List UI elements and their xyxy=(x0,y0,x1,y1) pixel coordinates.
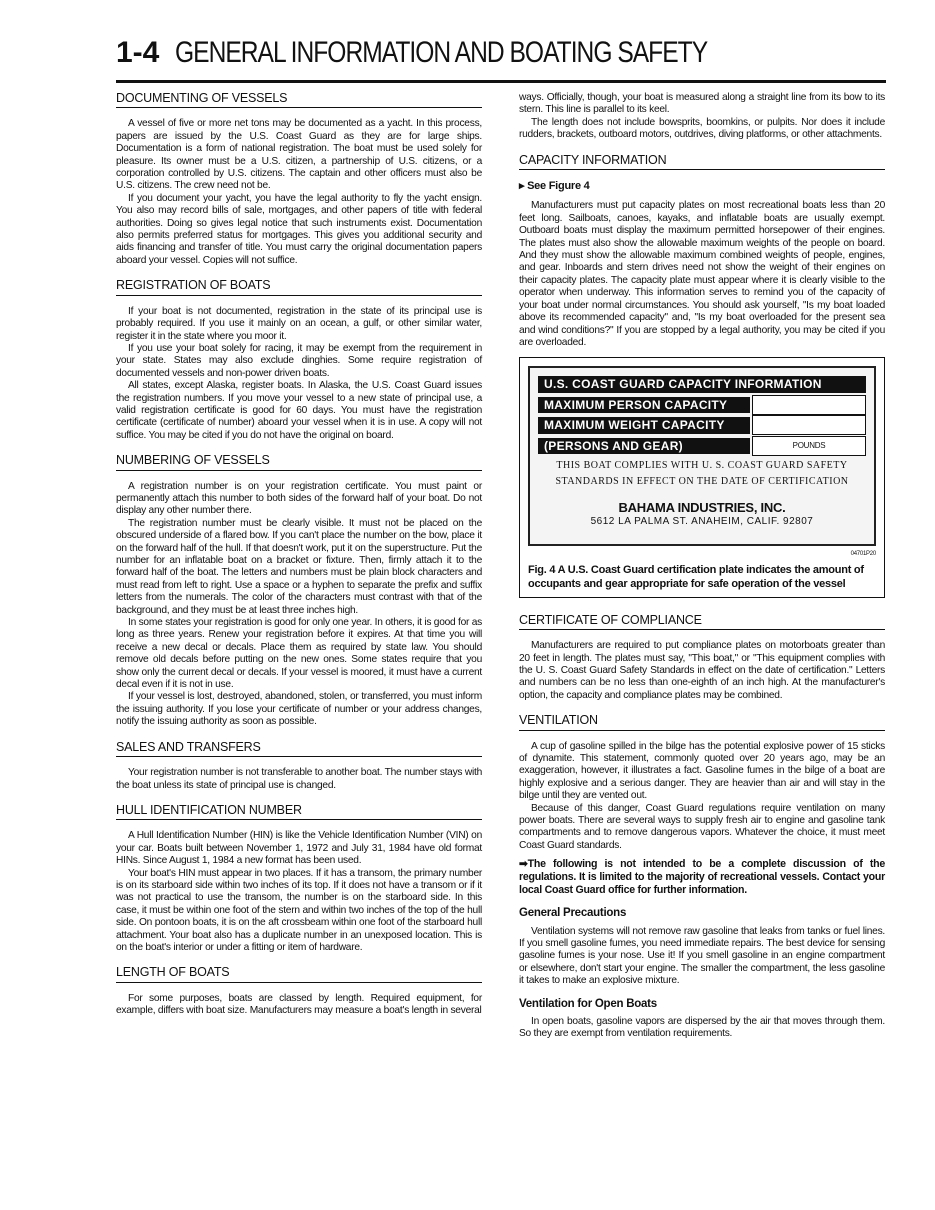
paragraph: Your registration number is not transferable to another boat. The number stays with the boat unless its state of principal use is changed. xyxy=(116,767,482,791)
paragraph: A registration number is on your registration certificate. You must paint or permanently attach this number to both sides of the forward half of your boat. Do not display any other number there. xyxy=(116,480,482,517)
paragraph: The registration number must be clearly visible. It must not be placed on the obscured underside of a flared bow. If you can't place the number on the bow, place it on the forward half of the hull. If that doesn't work, put it on the superstructure. Put the number for an inflatable boat on a bracket or fixture. Then, firmly attach it to the forward half of the boat. The letters and numbers must be plain block characters and must read from left to right. Use a space or a hyphen to separate the prefix and suffix letters from the numerals. The color of the characters must contrast with that of the background, and they must be at least three inches high. xyxy=(116,517,482,616)
paragraph: If your boat is not documented, registration in the state of its principal use is probably required. If you use it mainly on an ocean, a gulf, or other similar water, register it in the state where you moor it. xyxy=(116,305,482,342)
paragraph: ways. Officially, though, your boat is measured along a straight line from its bow to its stern. This line is parallel to its keel. xyxy=(519,92,885,116)
plate-person-field xyxy=(752,395,866,415)
left-column xyxy=(116,92,482,1018)
arrow-icon: ▸ xyxy=(519,180,528,193)
plate-person-capacity: MAXIMUM PERSON CAPACITY xyxy=(538,397,750,413)
section-registration xyxy=(116,279,482,442)
paragraph: If you use your boat solely for racing, it may be exempt from the requirement in your state. States may also exclude dinghies. Some require registration of documented vessels and non-power driven boats. xyxy=(116,342,482,379)
plate-title: U.S. COAST GUARD CAPACITY INFORMATION xyxy=(538,376,866,392)
section-ventilation xyxy=(519,714,885,1041)
note-arrow-icon: ➡ xyxy=(519,858,528,871)
note-text: The following is not intended to be a complete discussion of the regulations. It is limited to the majority of recreational vessels. Contact your local Coast Guard office for further information. xyxy=(519,858,885,897)
paragraph: Manufacturers must put capacity plates on most recreational boats less than 20 feet long. Sailboats, canoes, kayaks, and inflatable boats are usually exempt. Outboard boats must display the maximum permitted horsepower of their engines. The plates must also show the allowable maximum weights of the people on board. And they must show the allowable maximum combined weights of people, engines, and gear. Inboards and stern drives need not show the weight of their engines on their capacity plates. The capacity plate must appear where it is clearly visible to the operator when underway. This information serves to remind you of the capacity of your boat under normal circumstances. You should ask yourself, "Is my boat loaded above its recommended capacity" and, "Is my boat overloaded for the present sea and wind conditions?" If you are stopped by a legal authority, you may be cited if you are overloaded. xyxy=(519,200,885,348)
paragraph: All states, except Alaska, register boats. In Alaska, the U.S. Coast Guard issues the registration numbers. If you move your vessel to a new state of principal use, a valid registration certificate is good for 60 days. You must have the registration certificate (certificate of number) aboard your vessel when it is in use. A copy will not suffice. You may be cited if you do not have the original on board. xyxy=(116,380,482,441)
section-compliance xyxy=(519,614,885,702)
plate-persons-gear: (PERSONS AND GEAR) xyxy=(538,438,750,454)
section-heading: CERTIFICATE OF COMPLIANCE xyxy=(519,614,885,630)
plate-address: 5612 LA PALMA ST. ANAHEIM, CALIF. 92807 xyxy=(590,516,814,528)
section-heading: LENGTH OF BOATS xyxy=(116,966,482,982)
paragraph: Manufacturers are required to put compliance plates on motorboats greater than 20 feet in length. The plates must say, "This boat," or "This equipment complies with the U. S. Coast Guard Safety Standards in effect on the date of certification." Letters and numbers can be no less than one-eighth of an inch high. At the manufacturer's option, the capacity and compliance plates may be combined. xyxy=(519,640,885,701)
note xyxy=(519,858,885,897)
plate-maker: BAHAMA INDUSTRIES, INC. xyxy=(618,499,786,515)
section-heading: VENTILATION xyxy=(519,714,885,730)
paragraph: In some states your registration is good for only one year. In others, it is good for as long as three years. Renew your registration before it expires. At that time you will receive a new decal or decals. Place them as required by state law. You should remove old decals before putting on the new ones. Some states require that you show only the current decal or decals. If your vessel is moored, it must have a current decal even if it is not in use. xyxy=(116,617,483,691)
section-heading: DOCUMENTING OF VESSELS xyxy=(116,92,482,108)
section-length xyxy=(116,966,482,1017)
paragraph: For some purposes, boats are classed by length. Required equipment, for example, differs with boat size. Manufacturers may measure a boat's length in several xyxy=(116,992,482,1017)
section-sales xyxy=(116,741,482,792)
plate-weight-field xyxy=(752,415,866,435)
paragraph: In open boats, gasoline vapors are dispersed by the air that moves through them. So they are exempt from ventilation requirements. xyxy=(519,1016,885,1040)
paragraph: Because of this danger, Coast Guard regulations require ventilation on many power boats. There are several ways to supply fresh air to engine and gasoline tank compartments and to remove dangerous vapors. Whatever the choice, it must meet Coast Guard standards. xyxy=(519,802,885,851)
paragraph: A cup of gasoline spilled in the bilge has the potential explosive power of 15 sticks of dynamite. This statement, commonly quoted over 20 years ago, may be an exaggeration, however, it illustrates a fact. Gasoline fumes in the bilge of a boat are highly explosive and a serious danger. They are heavier than air and will stay in the bilge until they are vented out. xyxy=(519,740,885,802)
subheading: General Precautions xyxy=(519,907,627,920)
section-documenting xyxy=(116,92,482,267)
section-capacity xyxy=(519,154,885,350)
section-hin xyxy=(116,804,482,954)
section-heading: REGISTRATION OF BOATS xyxy=(116,279,482,295)
section-numbering xyxy=(116,454,482,729)
section-heading: SALES AND TRANSFERS xyxy=(116,741,482,757)
header-rule xyxy=(116,80,886,83)
right-column xyxy=(519,92,885,1041)
plate-weight-capacity: MAXIMUM WEIGHT CAPACITY xyxy=(538,417,750,433)
paragraph: If you document your yacht, you have the legal authority to fly the yacht ensign. You also may record bills of sale, mortgages, and other papers of title with federal authorities. Doing so gives legal notice that such instruments exist. Documentation also permits preferred status for mortgages. This gives you additional security and aids financing and transfer of title. You must carry the original documentation papers aboard your vessel. Copies will not suffice. xyxy=(116,192,482,266)
section-heading: NUMBERING OF VESSELS xyxy=(116,454,482,470)
plate-compliance-line1: THIS BOAT COMPLIES WITH U. S. COAST GUARD SAFETY xyxy=(556,459,848,471)
paragraph: The length does not include bowsprits, boomkins, or pulpits. Nor does it include rudders, brackets, outboard motors, outdrives, diving platforms, or other attachments. xyxy=(519,116,885,141)
capacity-plate-image xyxy=(528,366,876,546)
paragraph: Ventilation systems will not remove raw gasoline that leaks from tanks or fuel lines. If you smell gasoline fumes, you need immediate repairs. The best device for sensing gasoline fumes is your nose. Use it! If you smell gasoline in an engine compartment or elsewhere, don't start your engine. The smaller the compartment, the less gasoline it takes to make an explosive mixture. xyxy=(519,925,885,987)
figure-id: 04701P20 xyxy=(850,551,876,558)
paragraph: Your boat's HIN must appear in two places. If it has a transom, the primary number is on its starboard side within two inches of its top. If it does not have a transom or if it was not practical to use the transom, the number is on the starboard side. In this case, it must be within one foot of the stern and within two inches of the top of the hull side. On pontoon boats, it is on the aft crossbeam within one foot of the starboard hull attachment. Your boat also has a duplicate number in an unexposed location. This is on the boat's interior or under a fitting or item of hardware. xyxy=(116,867,482,953)
page-header xyxy=(116,36,886,70)
section-heading: CAPACITY INFORMATION xyxy=(519,154,885,170)
paragraph: A vessel of five or more net tons may be documented as a yacht. In this process, papers are issued by the U.S. Coast Guard as they are for large ships. Documentation is a form of national registration. The boat must be used solely for pleasure. Its owner must be a U.S. citizen, a partnership of U.S. citizens, or a corporation controlled by U.S. citizens. The captain and other officers must also be U.S. citizens. The crew need not be. xyxy=(116,118,482,192)
plate-compliance-line2: STANDARDS IN EFFECT ON THE DATE OF CERTIFICATION xyxy=(555,475,849,487)
see-figure-link[interactable] xyxy=(519,180,885,192)
paragraph: If your vessel is lost, destroyed, abandoned, stolen, or transferred, you must inform the issuing authority. If you lose your certificate of number or your address changes, notify the issuing authority as soon as possible. xyxy=(116,691,482,728)
figure-4 xyxy=(519,357,885,597)
subheading: Ventilation for Open Boats xyxy=(519,997,657,1010)
paragraph: A Hull Identification Number (HIN) is like the Vehicle Identification Number (VIN) on your car. Boats built between November 1, 1972 and July 31, 1984 have old format HINs. Since August 1, 1984 a new format has been used. xyxy=(116,830,482,867)
chapter-title: GENERAL INFORMATION AND BOATING SAFETY xyxy=(175,36,708,69)
figure-caption: Fig. 4 A U.S. Coast Guard certification plate indicates the amount of occupants and gear appropriate for safe operation of the vessel xyxy=(528,563,864,590)
section-heading: HULL IDENTIFICATION NUMBER xyxy=(116,804,482,820)
plate-pounds-field: POUNDS xyxy=(752,436,866,456)
section-length-continued xyxy=(519,92,885,142)
see-figure-label: See Figure 4 xyxy=(527,180,590,193)
page-number: 1-4 xyxy=(116,36,160,69)
